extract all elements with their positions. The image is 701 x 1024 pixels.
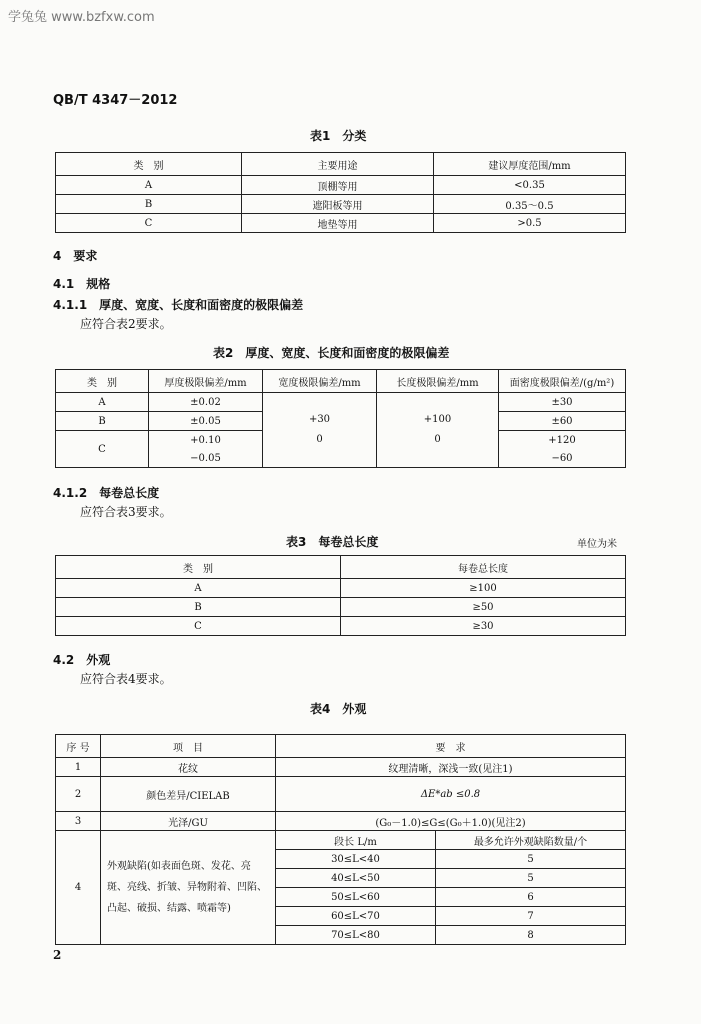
table-row xyxy=(56,758,626,777)
table-cell xyxy=(377,393,499,468)
table2-header: 宽度极限偏差/mm xyxy=(263,370,377,393)
table-cell: 5 xyxy=(436,850,626,869)
table-cell: C xyxy=(56,214,242,233)
table2-header: 面密度极限偏差/(g/m²) xyxy=(499,370,626,393)
width-upper: +30 xyxy=(308,414,331,425)
table-cell: 5 xyxy=(436,869,626,888)
table-cell: 顶棚等用 xyxy=(242,176,434,195)
table2-header-row xyxy=(56,370,626,393)
table-cell: 4 xyxy=(56,831,101,945)
table-cell: 颜色差异/CIELAB xyxy=(101,777,276,812)
table4-header: 序 号 xyxy=(56,735,101,758)
table-cell xyxy=(263,393,377,468)
table-cell: 8 xyxy=(436,926,626,945)
standard-header: QB/T 4347－2012 xyxy=(53,93,178,108)
table4-caption: 表4 外观 xyxy=(310,702,367,716)
table1-header: 建议厚度范围/mm xyxy=(434,153,626,176)
table-row xyxy=(56,617,626,636)
table-cell: 7 xyxy=(436,907,626,926)
table4-header: 要 求 xyxy=(276,735,626,758)
page-number: 2 xyxy=(53,948,62,962)
table-cell: ±0.02 xyxy=(149,393,263,412)
table1-caption: 表1 分类 xyxy=(310,129,367,143)
section-4-1-1-text: 应符合表2要求。 xyxy=(80,317,172,331)
table-row xyxy=(56,195,626,214)
section-4-1-heading: 4.1 规格 xyxy=(53,277,111,291)
table2-header: 类 别 xyxy=(56,370,149,393)
table-row xyxy=(56,598,626,617)
table-cell: 遮阳板等用 xyxy=(242,195,434,214)
table-cell: A xyxy=(56,579,341,598)
table-cell: +0.10 xyxy=(149,431,263,450)
table-cell: 花纹 xyxy=(101,758,276,777)
table-cell: <0.35 xyxy=(434,176,626,195)
table-row xyxy=(56,176,626,195)
table-cell: −0.05 xyxy=(149,449,263,468)
length-upper: +100 xyxy=(423,414,452,425)
table2-header: 长度极限偏差/mm xyxy=(377,370,499,393)
table-cell: +120 xyxy=(499,431,626,450)
section-4-heading: 4 要求 xyxy=(53,249,98,263)
table1-header-row xyxy=(56,153,626,176)
table4 xyxy=(55,734,626,945)
table-cell: C xyxy=(56,431,149,468)
table-row xyxy=(56,777,626,812)
table3-header: 类 别 xyxy=(56,556,341,579)
table-cell: C xyxy=(56,617,341,636)
table-row xyxy=(56,579,626,598)
table-cell: ≥30 xyxy=(341,617,626,636)
table-cell: B xyxy=(56,412,149,431)
table-cell: B xyxy=(56,195,242,214)
table-cell: B xyxy=(56,598,341,617)
table-cell: (G₀－1.0)≤G≤(G₀＋1.0)(见注2) xyxy=(276,812,626,831)
table-cell: 外观缺陷(如表面色斑、发花、亮斑、亮线、折皱、异物附着、凹陷、凸起、破损、结露、喷霜等) xyxy=(101,831,276,945)
table-row xyxy=(56,831,626,850)
length-lower: 0 xyxy=(434,434,441,445)
section-4-1-2-heading: 4.1.2 每卷总长度 xyxy=(53,486,160,500)
watermark: 学兔兔 www.bzfxw.com xyxy=(8,10,155,25)
table-row xyxy=(56,214,626,233)
table-cell: A xyxy=(56,393,149,412)
table3-header-row xyxy=(56,556,626,579)
table-cell: 40≤L<50 xyxy=(276,869,436,888)
width-lower: 0 xyxy=(316,434,323,445)
table-cell: 纹理清晰，深浅一致(见注1) xyxy=(276,758,626,777)
table4-header: 项 目 xyxy=(101,735,276,758)
table-cell: −60 xyxy=(499,449,626,468)
table1-header: 主要用途 xyxy=(242,153,434,176)
table-cell: 30≤L<40 xyxy=(276,850,436,869)
table4-subheader: 段长 L/m xyxy=(276,831,436,850)
table-cell: ±60 xyxy=(499,412,626,431)
table-cell: ΔE*ab ≤0.8 xyxy=(276,777,626,812)
table2 xyxy=(55,369,626,468)
table-cell: 60≤L<70 xyxy=(276,907,436,926)
table-cell: 0.35～0.5 xyxy=(434,195,626,214)
table1 xyxy=(55,152,626,233)
table-cell: ±0.05 xyxy=(149,412,263,431)
table3-caption: 表3 每卷总长度 xyxy=(286,535,379,549)
table-cell: ±30 xyxy=(499,393,626,412)
table3-unit: 单位为米 xyxy=(577,539,617,550)
table-cell: 地垫等用 xyxy=(242,214,434,233)
table-cell: ≥50 xyxy=(341,598,626,617)
table4-header-row xyxy=(56,735,626,758)
table2-caption: 表2 厚度、宽度、长度和面密度的极限偏差 xyxy=(213,346,450,360)
table2-header: 厚度极限偏差/mm xyxy=(149,370,263,393)
table-cell: ≥100 xyxy=(341,579,626,598)
table1-header: 类 别 xyxy=(56,153,242,176)
table3-header: 每卷总长度 xyxy=(341,556,626,579)
table-cell: 6 xyxy=(436,888,626,907)
section-4-2-heading: 4.2 外观 xyxy=(53,653,111,667)
table-cell: 3 xyxy=(56,812,101,831)
table-cell: >0.5 xyxy=(434,214,626,233)
table-row xyxy=(56,393,626,412)
table-row xyxy=(56,812,626,831)
table-cell: 50≤L<60 xyxy=(276,888,436,907)
table-cell: 1 xyxy=(56,758,101,777)
table-cell: 70≤L<80 xyxy=(276,926,436,945)
section-4-2-text: 应符合表4要求。 xyxy=(80,672,172,686)
table3 xyxy=(55,555,626,636)
table4-subheader: 最多允许外观缺陷数量/个 xyxy=(436,831,626,850)
table-cell: 2 xyxy=(56,777,101,812)
section-4-1-1-heading: 4.1.1 厚度、宽度、长度和面密度的极限偏差 xyxy=(53,298,304,312)
section-4-1-2-text: 应符合表3要求。 xyxy=(80,505,172,519)
table-cell: 光泽/GU xyxy=(101,812,276,831)
table-cell: A xyxy=(56,176,242,195)
